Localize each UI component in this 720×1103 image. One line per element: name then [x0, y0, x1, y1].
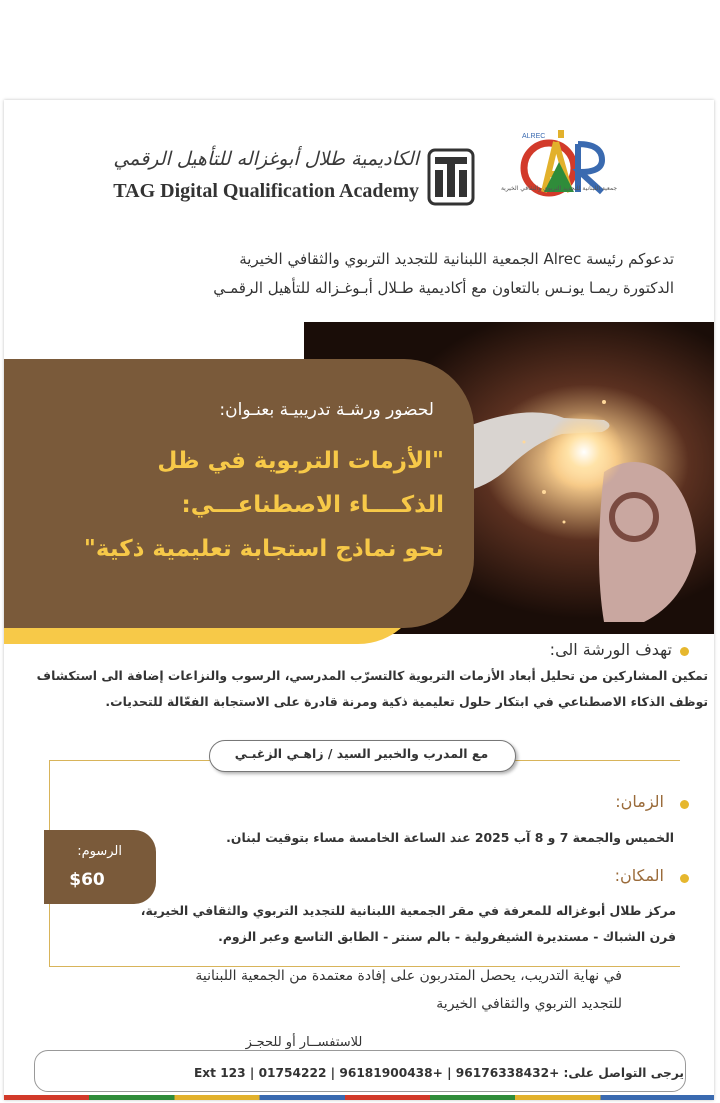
place-line-1: مركز طلال أبوغزاله للمعرفة في مقر الجمعية اللبنانية للتجديد التربوي والثقافي الخيرية، [140, 903, 676, 918]
goals-line-1: تمكين المشاركين من تحليل أبعاد الأزمات التربوية كالتسرّب المدرسي، الرسوب والنزاعات إضافة الى استكشاف [36, 668, 708, 683]
workshop-title-line-2: الذكــــاء الاصطناعـــي: [181, 492, 444, 518]
place-line-2: فرن الشباك - مستديرة الشيفرولية - بالم سنتر - الطابق التاسع وعبر الزوم. [218, 929, 676, 944]
goals-bullet-icon [680, 647, 689, 656]
intro-line-2: الدكتورة ريمـا يونـس بالتعاون مع أكاديمية طـلال أبـوغـزاله للتأهيل الرقمـي [213, 279, 674, 297]
workshop-title-line-3: نحو نماذج استجابة تعليمية ذكية" [83, 536, 444, 562]
certificate-line-2: للتجديد التربوي والثقافي الخيرية [436, 996, 622, 1012]
alrec-logo [504, 122, 614, 222]
bottom-color-strip [4, 1095, 714, 1100]
time-value: الخميس والجمعة 7 و 8 آب 2025 عند الساعة الخامسة مساء بتوقيت لبنان. [226, 830, 674, 845]
goals-heading: تهدف الورشة الى: [549, 640, 672, 659]
contact-numbers: يرجى التواصل على: +96176338432 | +96181900438 | 01754222 | Ext 123 [193, 1066, 684, 1080]
fees-value: $60 [69, 870, 105, 890]
top-blank-area [0, 0, 720, 100]
place-heading: المكان: [614, 866, 664, 885]
place-bullet-icon [680, 874, 689, 883]
tag-arabic-name: الكاديمية طلال أبوغزاله للتأهيل الرقمي [113, 148, 419, 170]
hero-lead-text: لحضور ورشـة تدريبيـة بعنـوان: [219, 400, 434, 420]
inquiry-label: للاستفســار أو للحجـز [144, 1035, 464, 1050]
workshop-title-line-1: "الأزمات التربوية في ظل [157, 448, 444, 474]
trainer-label: مع المدرب والخبير السيد / زاهـي الزغبـي [234, 746, 489, 761]
certificate-line-1: في نهاية التدريب، يحصل المتدربون على إفادة معتمدة من الجمعية اللبنانية [195, 968, 622, 984]
alrec-caption: جمعية اللبنانية للتجديد التربوي والثقافي الخيرية [500, 185, 618, 192]
tag-logo [427, 148, 475, 206]
tag-english-name: TAG Digital Qualification Academy [113, 180, 419, 202]
fees-box [44, 830, 156, 904]
time-bullet-icon [680, 800, 689, 809]
svg-text:ALREC: ALREC [522, 133, 546, 140]
time-heading: الزمان: [615, 792, 664, 811]
intro-line-1: تدعوكم رئيسة Alrec الجمعية اللبنانية للتجديد التربوي والثقافي الخيرية [239, 250, 674, 268]
goals-line-2: توظف الذكاء الاصطناعي في ابتكار حلول تعليمية ذكية ومرنة قادرة على الاستجابة الفعّالة للتحديات. [105, 694, 708, 709]
fees-label: الرسوم: [77, 844, 122, 859]
flyer [4, 100, 714, 1100]
